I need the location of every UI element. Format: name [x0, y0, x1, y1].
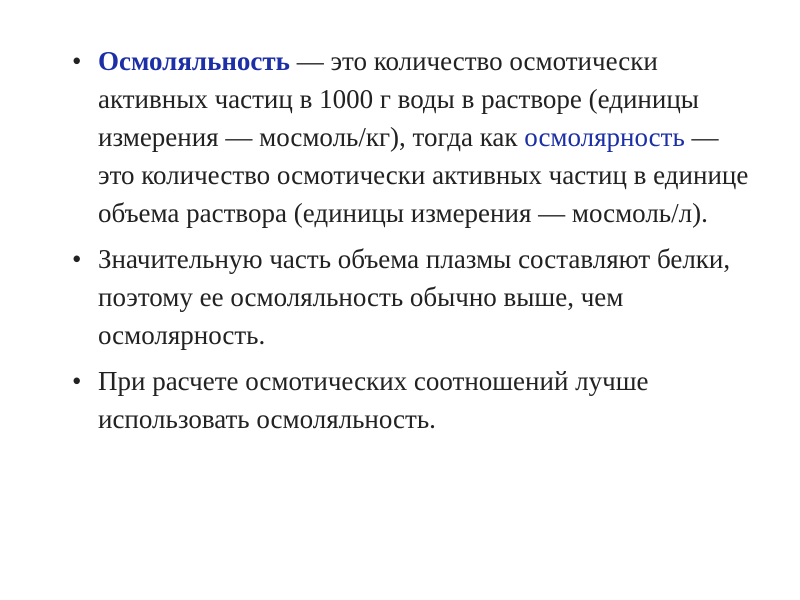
bullet-icon: • [72, 46, 82, 76]
term-osmolality: Осмоляльность [98, 46, 290, 76]
bullet-text [98, 42, 752, 232]
bullet-item-recommendation [72, 362, 752, 438]
bullet-item-plasma-proteins [72, 240, 752, 354]
bullet-icon: • [72, 366, 82, 396]
bullet-text: При расчете осмотических соотношений лучше использовать осмоляльность. [98, 366, 649, 434]
bullet-item-osmolality-definition [72, 42, 752, 232]
bullet-list [72, 42, 752, 446]
definition-text-part1: — это количество осмотически активных частиц в 1000 г воды в растворе (единицы измерения — мосмоль/кг), тогда как [98, 46, 699, 152]
bullet-icon: • [72, 244, 82, 274]
term-osmolarity: осмолярность [524, 122, 685, 152]
bullet-text: Значительную часть объема плазмы составляют белки, поэтому ее осмоляльность обычно выше, чем осмолярность. [98, 244, 731, 350]
definition-text-part2: — это количество осмотически активных частиц в единице объема раствора (единицы измерения — мосмоль/л). [98, 122, 749, 228]
